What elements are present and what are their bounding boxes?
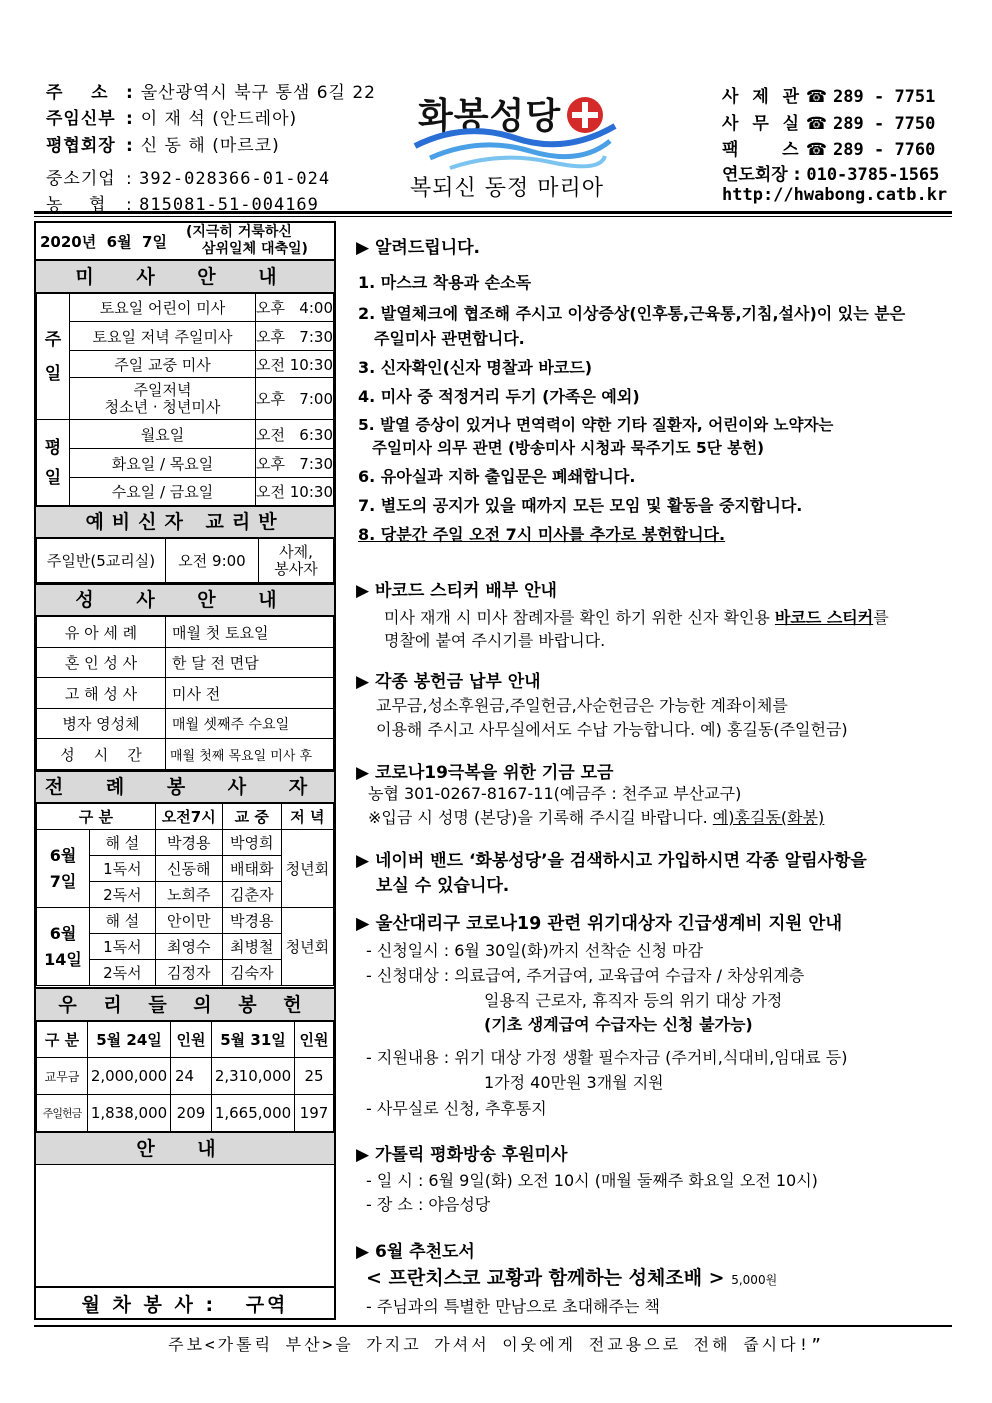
relief-heading <box>356 910 842 935</box>
monthly-divider <box>36 1286 334 1288</box>
triangle-icon: ▶ <box>356 672 370 692</box>
barcode-line1: 미사 재개 시 미사 참례자를 확인 하기 위한 신자 확인용 바코드 스티커를 <box>384 608 889 627</box>
mass-name: 주일저녁 청소년 · 청년미사 <box>70 378 256 420</box>
account1: 392-028366-01-024 <box>139 169 331 189</box>
covid-heading-text: 코로나19극복을 위한 기금 모금 <box>375 763 614 783</box>
sacraments-table <box>36 616 334 770</box>
office-line <box>722 109 935 134</box>
offering-col-header: 인원 <box>295 1022 334 1058</box>
triangle-icon: ▶ <box>356 914 370 934</box>
mass-name: 화요일 / 목요일 <box>70 449 256 478</box>
donation-heading-text: 각종 봉헌금 납부 안내 <box>375 672 541 692</box>
server-am7: 박경용 <box>155 830 222 856</box>
announcement-item: 4. 미사 중 적정거리 두기 (가족은 예외) <box>358 387 640 406</box>
book-title: < 프란치스코 교황과 함께하는 성체조배 > 5,000원 <box>366 1267 778 1289</box>
server-main: 박영희 <box>222 830 281 856</box>
servers-col-header: 구 분 <box>37 804 156 830</box>
peace-line: - 장 소 : 야음성당 <box>366 1195 491 1214</box>
sacrament-info: 매월 셋째주 수요일 <box>166 709 334 739</box>
mass-table <box>36 293 334 506</box>
servers-date: 6월 7일 <box>37 830 90 908</box>
donation-line2: 이용해 주시고 사무실에서도 수납 가능합니다. 예) 홍길동(주일헌금) <box>376 720 848 739</box>
relief-line: - 신청일시 : 6월 30일(화)까지 선착순 신청 마감 <box>366 941 704 960</box>
mass-time: 오전 10:30 <box>256 351 334 378</box>
catechism-section-title: 예비신자 교리반 <box>36 505 334 538</box>
catechism-class: 주일반(5교리실) <box>37 539 166 583</box>
council-label: 평협회장 <box>46 136 116 156</box>
server-main: 최병철 <box>222 934 281 960</box>
sacrament-name: 고 해 성 사 <box>37 678 166 709</box>
mass-name: 토요일 어린이 미사 <box>70 294 256 322</box>
account2-label: 농 협 <box>46 195 107 215</box>
triangle-icon: ▶ <box>356 1145 370 1165</box>
donation-heading <box>356 667 541 692</box>
offering-people: 197 <box>295 1095 334 1132</box>
servers-col-header: 저 녁 <box>281 804 333 830</box>
announcement-item: 주일미사 의무 관면 (방송미사 시청과 묵주기도 5단 봉헌) <box>372 439 765 457</box>
servers-table <box>36 803 334 986</box>
announcement-item: 7. 별도의 공지가 있을 때까지 모든 모임 및 활동을 중지합니다. <box>358 496 803 515</box>
rectory-line <box>722 82 935 107</box>
covid-note: ※입금 시 성명 (본당)을 기록해 주시길 바랍니다. 예)홍길동(화봉) <box>368 808 825 827</box>
sunday-label: 주일 <box>37 294 70 420</box>
mass-time: 오전 6:30 <box>256 420 334 449</box>
servers-col-header: 오전7시 <box>155 804 222 830</box>
council-line: 평협회장 : 신 동 해 (마르코) <box>46 131 280 156</box>
offering-amount: 1,665,000 <box>212 1095 295 1132</box>
band-line2: 보실 수 있습니다. <box>376 876 510 896</box>
sacrament-name: 성 시 간 <box>37 739 166 770</box>
mass-time: 오후 7:30 <box>256 449 334 478</box>
header-divider-thin <box>34 216 952 217</box>
notice-section-title: 안 내 <box>36 1131 334 1165</box>
mass-time: 오후 7:00 <box>256 378 334 420</box>
relief-line: 1가정 40만원 3개월 지원 <box>484 1073 664 1092</box>
server-evening: 청년회 <box>281 830 333 908</box>
announcement-item: 5. 발열 증상이 있거나 면역력이 약한 기타 질환자, 어린이와 노약자는 <box>358 416 834 434</box>
offering-people: 24 <box>171 1058 212 1095</box>
mass-name: 주일 교중 미사 <box>70 351 256 378</box>
announcements-heading <box>356 233 480 258</box>
relief-heading-text: 울산대리구 코로나19 관련 위기대상자 긴급생계비 지원 안내 <box>375 914 843 934</box>
offering-amount: 1,838,000 <box>88 1095 171 1132</box>
rectory-label: 사 제 관 <box>722 87 804 107</box>
peace-line: - 일 시 : 6월 9일(화) 오전 10시 (매월 둘째주 화요일 오전 10시) <box>366 1171 818 1190</box>
offering-col-header: 5월 24일 <box>88 1022 171 1058</box>
catechism-table <box>36 538 334 583</box>
book-description: - 주님과의 특별한 만남으로 초대해주는 책 <box>366 1297 660 1316</box>
offering-type: 주일헌금 <box>37 1095 88 1132</box>
server-role: 2독서 <box>90 960 156 986</box>
server-am7: 최영수 <box>155 934 222 960</box>
barcode-heading-text: 바코드 스티커 배부 안내 <box>375 581 557 601</box>
server-main: 배태화 <box>222 856 281 882</box>
priest-name: 이 재 석 (안드레아) <box>140 109 298 129</box>
announcement-item: 8. 당분간 주일 오전 7시 미사를 추가로 봉헌합니다. <box>358 525 726 544</box>
parish-subtitle: 복되신 동정 마리아 <box>410 176 605 201</box>
fax-phone: 289 - 7760 <box>833 140 936 160</box>
council-name: 신 동 해 (마르코) <box>140 136 280 156</box>
peace-heading <box>356 1140 567 1165</box>
announcement-item: 2. 발열체크에 협조해 주시고 이상증상(인후통,근육통,기침,설사)이 있는 분은 <box>358 304 906 323</box>
leader-label: 연도회장 <box>722 165 788 185</box>
mass-time: 오후 4:00 <box>256 294 334 322</box>
triangle-icon: ▶ <box>356 1242 370 1262</box>
server-main: 박경용 <box>222 908 281 934</box>
server-am7: 안이만 <box>155 908 222 934</box>
announcement-item: 6. 유아실과 지하 출입문은 폐쇄합니다. <box>358 467 636 486</box>
relief-line: (기초 생계급여 수급자는 신청 불가능) <box>484 1015 753 1034</box>
peace-heading-text: 가톨릭 평화방송 후원미사 <box>375 1145 568 1165</box>
account2: 815081-51-004169 <box>139 195 319 215</box>
bulletin-date: 2020년 6월 7일 <box>40 233 167 251</box>
red-cross-icon <box>565 95 605 135</box>
sacraments-section-title: 성 사 안 내 <box>36 583 334 616</box>
sacrament-info: 미사 전 <box>166 678 334 709</box>
book-heading <box>356 1237 475 1262</box>
announcement-item: 1. 마스크 착용과 손소독 <box>358 273 532 292</box>
mass-time: 오전 10:30 <box>256 478 334 506</box>
server-evening: 청년회 <box>281 908 333 986</box>
announcements-heading-text: 알려드립니다. <box>375 238 480 258</box>
sacrament-name: 유 아 세 례 <box>37 617 166 648</box>
phone-icon: ☎ <box>805 114 828 134</box>
mass-name: 토요일 저녁 주일미사 <box>70 322 256 351</box>
offering-table <box>36 1021 334 1132</box>
relief-line: - 지원내용 : 위기 대상 가정 생활 필수자금 (주거비,식대비,임대료 등) <box>366 1048 848 1067</box>
server-role: 1독서 <box>90 934 156 960</box>
rectory-phone: 289 - 7751 <box>833 87 936 107</box>
account1-line: 중소기업 : 392-028366-01-024 <box>46 164 330 189</box>
servers-section-title: 전 례 봉 사 자 <box>36 770 334 803</box>
fax-line <box>722 135 935 160</box>
offering-section-title: 우 리 들 의 봉 헌 <box>36 987 334 1021</box>
barcode-line2: 명찰에 붙여 주시기를 바랍니다. <box>384 631 606 650</box>
footer-divider <box>34 1325 952 1327</box>
sacrament-info: 한 달 전 면담 <box>166 648 334 678</box>
address: 울산광역시 북구 통샘 6길 22 <box>140 83 377 103</box>
sacrament-info: 매월 첫 토요일 <box>166 617 334 648</box>
priest-label: 주임신부 <box>46 109 116 129</box>
monthly-label: 월 차 봉 사 : <box>81 1294 217 1316</box>
sacrament-info: 매월 첫째 목요일 미사 후 <box>166 739 334 770</box>
offering-people: 209 <box>171 1095 212 1132</box>
offering-col-header: 5월 31일 <box>212 1022 295 1058</box>
offering-amount: 2,310,000 <box>212 1058 295 1095</box>
monthly-service <box>36 1290 334 1317</box>
footer-text: 주보<가톨릭 부산>을 가지고 가셔서 이웃에게 전교용으로 전해 줍시다!” <box>168 1335 824 1354</box>
server-role: 2독서 <box>90 882 156 908</box>
servers-col-header: 교 중 <box>222 804 281 830</box>
triangle-icon: ▶ <box>356 581 370 601</box>
barcode-heading <box>356 576 557 601</box>
server-role: 1독서 <box>90 856 156 882</box>
announcement-item: 주일미사 관면합니다. <box>374 329 525 348</box>
book-heading-text: 6월 추천도서 <box>375 1242 475 1262</box>
triangle-icon: ▶ <box>356 238 370 258</box>
server-main: 김춘자 <box>222 882 281 908</box>
mass-name: 월요일 <box>70 420 256 449</box>
weekday-label: 평일 <box>37 420 70 506</box>
church-logo-text: 화봉성당 <box>418 95 562 137</box>
website-link[interactable]: http://hwabong.catb.kr <box>722 185 948 205</box>
server-am7: 노희주 <box>155 882 222 908</box>
offering-col-header: 구 분 <box>37 1022 88 1058</box>
feast-line1: (지극히 거룩하신 <box>186 224 292 240</box>
relief-line: - 사무실로 신청, 추후통지 <box>366 1099 547 1118</box>
monthly-value: 구역 <box>245 1294 289 1316</box>
offering-col-header: 인원 <box>171 1022 212 1058</box>
address-label: 주 소 <box>46 83 109 103</box>
book-price: 5,000원 <box>731 1273 778 1287</box>
server-role: 해 설 <box>90 908 156 934</box>
priest-line: 주임신부 : 이 재 석 (안드레아) <box>46 104 297 129</box>
account1-label: 중소기업 <box>46 169 116 189</box>
catechism-time: 오전 9:00 <box>166 539 259 583</box>
leader-phone: 010-3785-1565 <box>806 165 940 185</box>
donation-line1: 교무금,성소후원금,주일헌금,사순헌금은 가능한 계좌이체를 <box>376 696 788 715</box>
offering-type: 교무금 <box>37 1058 88 1095</box>
office-label: 사 무 실 <box>722 114 804 134</box>
offering-people: 25 <box>295 1058 334 1095</box>
mass-name: 수요일 / 금요일 <box>70 478 256 506</box>
mass-time: 오후 7:30 <box>256 322 334 351</box>
header-divider <box>34 211 952 214</box>
covid-account: 농협 301-0267-8167-11(예금주 : 천주교 부산교구) <box>368 784 742 803</box>
office-phone: 289 - 7750 <box>833 114 936 134</box>
phone-icon: ☎ <box>805 87 828 107</box>
phone-icon: ☎ <box>805 140 828 160</box>
sacrament-name: 병자 영성체 <box>37 709 166 739</box>
fax-label: 팩 스 <box>722 140 803 160</box>
sacrament-name: 혼 인 성 사 <box>37 648 166 678</box>
server-am7: 신동해 <box>155 856 222 882</box>
leader-line: 연도회장 : 010-3785-1565 <box>722 165 940 185</box>
servers-date: 6월 14일 <box>37 908 90 986</box>
date-box <box>36 223 334 259</box>
account2-line: 농 협 : 815081-51-004169 <box>46 190 319 215</box>
server-am7: 김정자 <box>155 960 222 986</box>
address-line: 주 소 : 울산광역시 북구 통샘 6길 22 <box>46 78 376 103</box>
server-role: 해 설 <box>90 830 156 856</box>
announcement-item: 3. 신자확인(신자 명찰과 바코드) <box>358 358 593 377</box>
offering-amount: 2,000,000 <box>88 1058 171 1095</box>
mass-section-title: 미 사 안 내 <box>36 259 334 293</box>
triangle-icon: ▶ <box>356 851 370 871</box>
relief-line: 일용직 근로자, 휴직자 등의 위기 대상 가정 <box>484 991 783 1010</box>
server-main: 김숙자 <box>222 960 281 986</box>
feast-line2: 삼위일체 대축일) <box>202 241 308 257</box>
relief-line: - 신청대상 : 의료급여, 주거급여, 교육급여 수급자 / 차상위계층 <box>366 966 805 985</box>
catechism-teacher: 사제, 봉사자 <box>259 539 334 583</box>
triangle-icon: ▶ <box>356 763 370 783</box>
covid-heading <box>356 758 613 783</box>
band-line1: ▶ 네이버 밴드 ‘화봉성당’을 검색하시고 가입하시면 각종 알림사항을 <box>356 851 867 871</box>
